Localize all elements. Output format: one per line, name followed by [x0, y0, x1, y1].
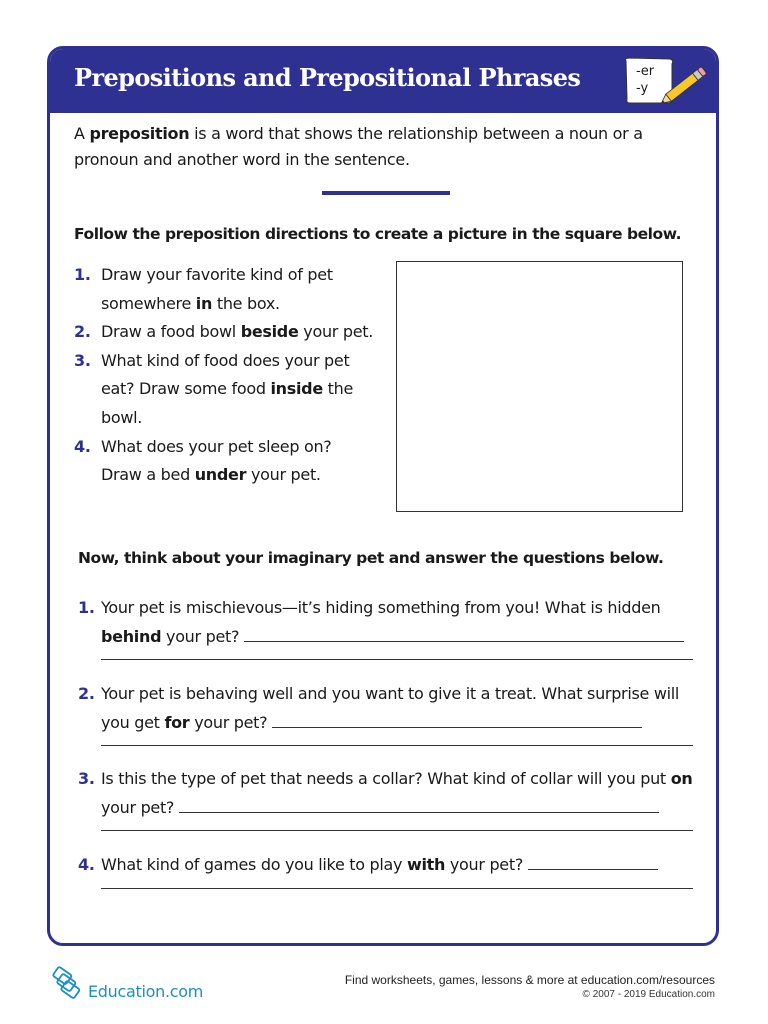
step-text: What kind of food does your pet eat? Draw some food — [101, 350, 350, 399]
step-text: Draw your favorite kind of pet somewhere — [101, 265, 333, 313]
question-prompt-end: your pet? — [189, 712, 268, 732]
step-preposition: in — [195, 293, 213, 313]
title-bar — [50, 49, 716, 113]
question-number: 2. — [78, 684, 95, 703]
directions-list — [74, 261, 374, 490]
step-text: What does your pet sleep on? Draw a bed — [101, 436, 332, 485]
question-number: 3. — [78, 769, 95, 788]
question-text — [78, 765, 698, 822]
question-prompt: Your pet is mischievous—it’s hiding something from you! What is hidden — [101, 598, 661, 617]
direction-step — [74, 347, 374, 433]
worksheet-title: Prepositions and Prepositional Phrases — [74, 63, 581, 92]
question-preposition: behind — [101, 626, 162, 646]
suffix-scroll-pencil-icon — [622, 55, 712, 107]
step-text-end: the box. — [212, 293, 280, 313]
drawing-box[interactable] — [396, 261, 683, 512]
education-logo-text: Education.com — [88, 982, 204, 1001]
question-prompt: Is this the type of pet that needs a collar? What kind of collar will you put — [101, 769, 671, 788]
step-text-end: your pet. — [298, 322, 374, 342]
question-prompt-end: your pet? — [445, 855, 524, 874]
question-item — [78, 680, 698, 746]
step-preposition: inside — [270, 379, 323, 399]
question-text — [78, 680, 698, 737]
answer-line[interactable] — [101, 888, 693, 889]
questions-heading: Now, think about your imaginary pet and answer the questions below. — [78, 549, 664, 567]
answer-line[interactable] — [101, 659, 693, 660]
answer-blank[interactable] — [244, 627, 684, 642]
question-number: 1. — [78, 598, 95, 617]
education-logo-icon — [50, 966, 84, 1000]
preposition-definition — [74, 121, 694, 173]
answer-line[interactable] — [101, 745, 693, 746]
question-preposition: on — [670, 769, 693, 788]
answer-blank[interactable] — [179, 798, 659, 813]
badge-line-2: -y — [636, 81, 649, 96]
step-number: 2. — [74, 322, 91, 342]
question-preposition: for — [164, 712, 190, 732]
directions-heading: Follow the preposition directions to create a picture in the square below. — [74, 225, 682, 243]
question-item — [78, 765, 698, 831]
answer-line[interactable] — [101, 830, 693, 831]
question-prompt-end: your pet? — [101, 797, 175, 817]
question-text — [78, 594, 698, 651]
question-item — [78, 851, 698, 889]
worksheet-frame — [47, 46, 719, 946]
question-prompt: What kind of games do you like to play — [101, 855, 407, 874]
intro-prefix: A — [74, 124, 90, 143]
footer-copyright: © 2007 - 2019 Education.com — [582, 989, 715, 1000]
step-number: 3. — [74, 350, 91, 370]
direction-step — [74, 433, 374, 490]
direction-step — [74, 318, 374, 347]
intro-rest: is a word that shows the relationship between a noun or a pronoun and another word in the sentence. — [74, 124, 643, 169]
answer-blank[interactable] — [528, 855, 658, 870]
step-number: 4. — [74, 436, 91, 456]
question-item — [78, 594, 698, 660]
question-text — [78, 851, 698, 880]
step-text-end: the bowl. — [101, 379, 354, 427]
section-divider — [322, 191, 450, 195]
question-preposition: with — [406, 855, 446, 874]
footer-tagline[interactable]: Find worksheets, games, lessons & more at education.com/resources — [344, 973, 715, 987]
question-prompt-end: your pet? — [161, 626, 240, 646]
step-number: 1. — [74, 265, 91, 284]
question-number: 4. — [78, 855, 95, 874]
intro-term: preposition — [89, 124, 190, 143]
step-preposition: beside — [240, 322, 299, 342]
direction-step — [74, 261, 374, 318]
step-text-end: your pet. — [246, 465, 321, 485]
step-text: Draw a food bowl — [101, 322, 241, 342]
question-prompt: Your pet is behaving well and you want to give it a treat. What surprise will you get — [101, 684, 680, 732]
answer-blank[interactable] — [272, 713, 642, 728]
education-logo[interactable] — [50, 966, 210, 1006]
step-preposition: under — [194, 465, 247, 485]
badge-line-1: -er — [636, 64, 655, 79]
